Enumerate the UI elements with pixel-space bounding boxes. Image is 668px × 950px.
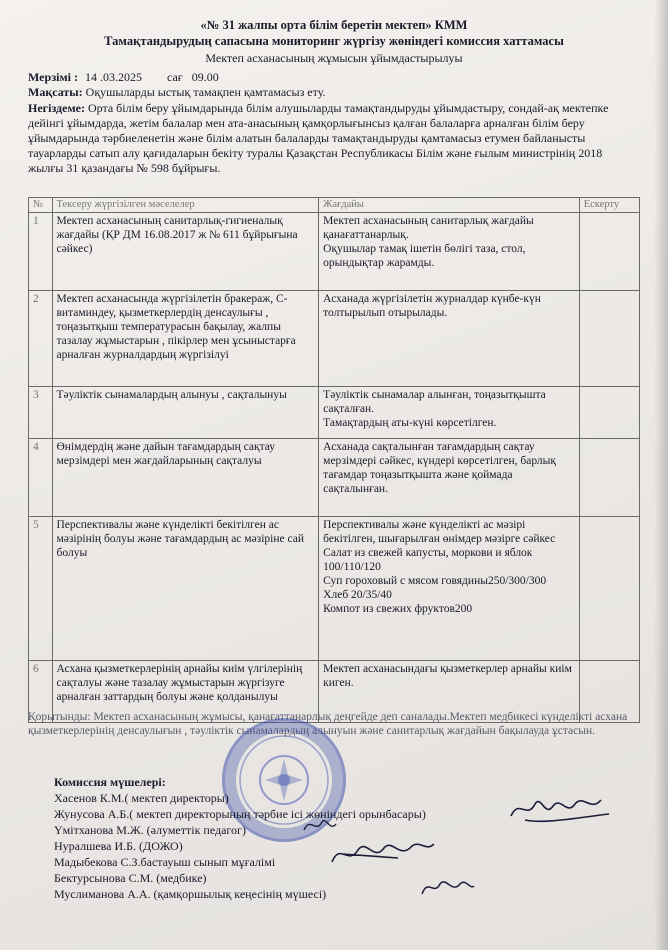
- member-line: Нуралшева И.Б. (ДОЖО): [54, 839, 183, 853]
- date-line: [28, 70, 219, 85]
- row-number: 2: [29, 291, 53, 387]
- inspection-table: [28, 197, 640, 723]
- table-row: [29, 387, 640, 439]
- member-line: Муслиманова А.А. (қамқоршылық кеңесінің мүшесі): [54, 887, 327, 901]
- table-header-row: [29, 198, 640, 213]
- row-number: 1: [29, 213, 53, 291]
- status-line: Мектеп асханасындағы қызметкерлер арнайы киім киген.: [323, 663, 572, 689]
- status-line: Перспективалы және күнделікті ас мәзірі бекітілген, шығарылған өнімдер мәзірге сәйкес: [323, 519, 556, 545]
- status-line: Оқушылар тамақ ішетін бөлігі таза, стол, орындықтар жарамды.: [323, 243, 526, 269]
- row-number: 5: [29, 517, 53, 661]
- row-issue: Өнімдердің және дайын тағамдардың сақтау мерзімдері мен жағдайларының сақталуы: [52, 439, 319, 517]
- row-issue: Тәуліктік сынамалардың алынуы , сақталынуы: [52, 387, 319, 439]
- row-note: [579, 387, 639, 439]
- status-line: Асханада жүргізілетін журналдар күнбе-күн толтырылып отырылады.: [323, 293, 541, 319]
- member-line: Үмітханова М.Ж. (әлуметтік педагог): [54, 823, 246, 837]
- time-label: сағ: [166, 70, 183, 84]
- basis-text: Орта білім беру ұйымдарында білім алушыларды тамақтандыруды ұйымдастыру, сондай-ақ мектепке дейінгі ұйымдарда, жетім балалар мен ата-анасының қамқорлығынсыз қалған балаларға арналған білім беру ұйымдарында тәрбиеленетін және білім алатын балаларды тамақтандыруды қамтамасыз етумен байланысты тауарларды сатып алу қағидаларын бекіту туралы Қазақстан Республикасы Білім және ғылым министрінің 2018 жылғы 31 қазандағы № 598 бұйрығы.: [28, 101, 609, 175]
- row-status: [319, 213, 580, 291]
- header-note: Ескерту: [579, 198, 639, 213]
- table-row: [29, 291, 640, 387]
- row-issue: Мектеп асханасының санитарлық-гигиеналық жағдайы (ҚР ДМ 16.08.2017 ж № 611 бұйрығына сәйкес): [52, 213, 319, 291]
- protocol-title: Тамақтандырудың сапасына мониторинг жүргізу жөніндегі комиссия хаттамасы: [104, 34, 564, 48]
- row-issue: Мектеп асханасында жүргізілетін бракераж, С-витаминдеу, қызметкерлердің денсаулығы , тоңазытқыш температурасын бақылау, жалпы тазалау жұмыстарын , пікірлер мен ұсыныстарға арналған журналдардың жүргізілуі: [52, 291, 319, 387]
- status-line: Асханада сақталынған тағамдардың сақтау мерзімдері сәйкес, күндері көрсетілген, барлық тағамдар тоңазытқышта және қоймада сақталынған.: [323, 441, 556, 495]
- status-line: Компот из свежих фруктов200: [323, 603, 473, 615]
- row-status: [319, 387, 580, 439]
- status-line: Тәуліктік сынамалар алынған, тоңазытқышта сақталған.: [323, 389, 546, 415]
- table-row: [29, 517, 640, 661]
- basis-paragraph: [28, 101, 618, 176]
- header-number: №: [29, 198, 53, 213]
- conclusion-text: Қорытынды: Мектеп асханасының жұмысы, қанағаттанарлық деңгейде деп саналады.Мектеп медбикесі күнделікті асхана қызметкерлерінің денсаулығын , тәуліктік сынамалардың алынуын және санитарлық жағдайын бақылауда ұстасын.: [28, 711, 628, 737]
- date-label: Мерзімі :: [28, 70, 78, 84]
- members-title: Комиссия мүшелері:: [54, 775, 166, 789]
- date-value: 14 .03.2025: [84, 70, 142, 84]
- row-status: [319, 517, 580, 661]
- row-number: 4: [29, 439, 53, 517]
- status-line: Хлеб 20/35/40: [323, 589, 392, 601]
- row-status: [319, 291, 580, 387]
- member-line: Жунусова А.Б.( мектеп директорының тәрбие ісі жөніндегі орынбасары): [54, 807, 426, 821]
- row-number: 3: [29, 387, 53, 439]
- member-line: Мадыбекова С.З.бастауыш сынып мұғалімі: [54, 855, 276, 869]
- status-line: Салат из свежей капусты, моркови и яблок 100/110/120: [323, 547, 533, 573]
- page-edge-shadow: [654, 0, 668, 950]
- row-issue: Асхана қызметкерлерінің арнайы киім үлгілерінің сақталуы және тазалау жұмыстарын жүргізуге арналған заттардың болуы және қолданылуы: [52, 661, 319, 723]
- table-row: [29, 439, 640, 517]
- row-note: [579, 213, 639, 291]
- row-note: [579, 439, 639, 517]
- basis-label: Негіздеме:: [28, 101, 85, 115]
- member-line: Хасенов К.М.( мектеп директоры): [54, 791, 229, 805]
- row-note: [579, 291, 639, 387]
- signature-council-member: [418, 872, 478, 902]
- goal-text: Оқушыларды ыстық тамақпен қамтамасыз ету.: [82, 85, 326, 99]
- signature-teacher: [328, 832, 438, 872]
- table-row: [29, 213, 640, 291]
- time-value: 09.00: [191, 70, 219, 84]
- status-line: Суп гороховый с мясом говядины250/300/300: [323, 575, 547, 587]
- goal-line: [28, 85, 326, 100]
- protocol-topic: Мектеп асханасының жұмысын ұйымдастырылуы: [205, 51, 463, 65]
- goal-label: Мақсаты:: [28, 85, 83, 99]
- status-line: Мектеп асханасының санитарлық жағдайы қанағаттанарлық.: [323, 215, 534, 241]
- row-status: [319, 439, 580, 517]
- status-line: Тамақтардың аты-күні көрсетілген.: [323, 417, 497, 429]
- signature-director-deputy: [505, 790, 615, 830]
- row-note: [579, 517, 639, 661]
- member-line: Бектурсынова С.М. (медбике): [54, 871, 207, 885]
- header-status: Жағдайы: [319, 198, 580, 213]
- header-issue: Тексеру жүргізілген мәселелер: [52, 198, 319, 213]
- school-title: «№ 31 жалпы орта білім беретін мектеп» КММ: [200, 18, 468, 32]
- row-issue: Перспективалы және күнделікті бекітілген ас мәзірінің болуы және тағамдардың ас мәзіріне сай болуы: [52, 517, 319, 661]
- row-number: 6: [29, 661, 53, 723]
